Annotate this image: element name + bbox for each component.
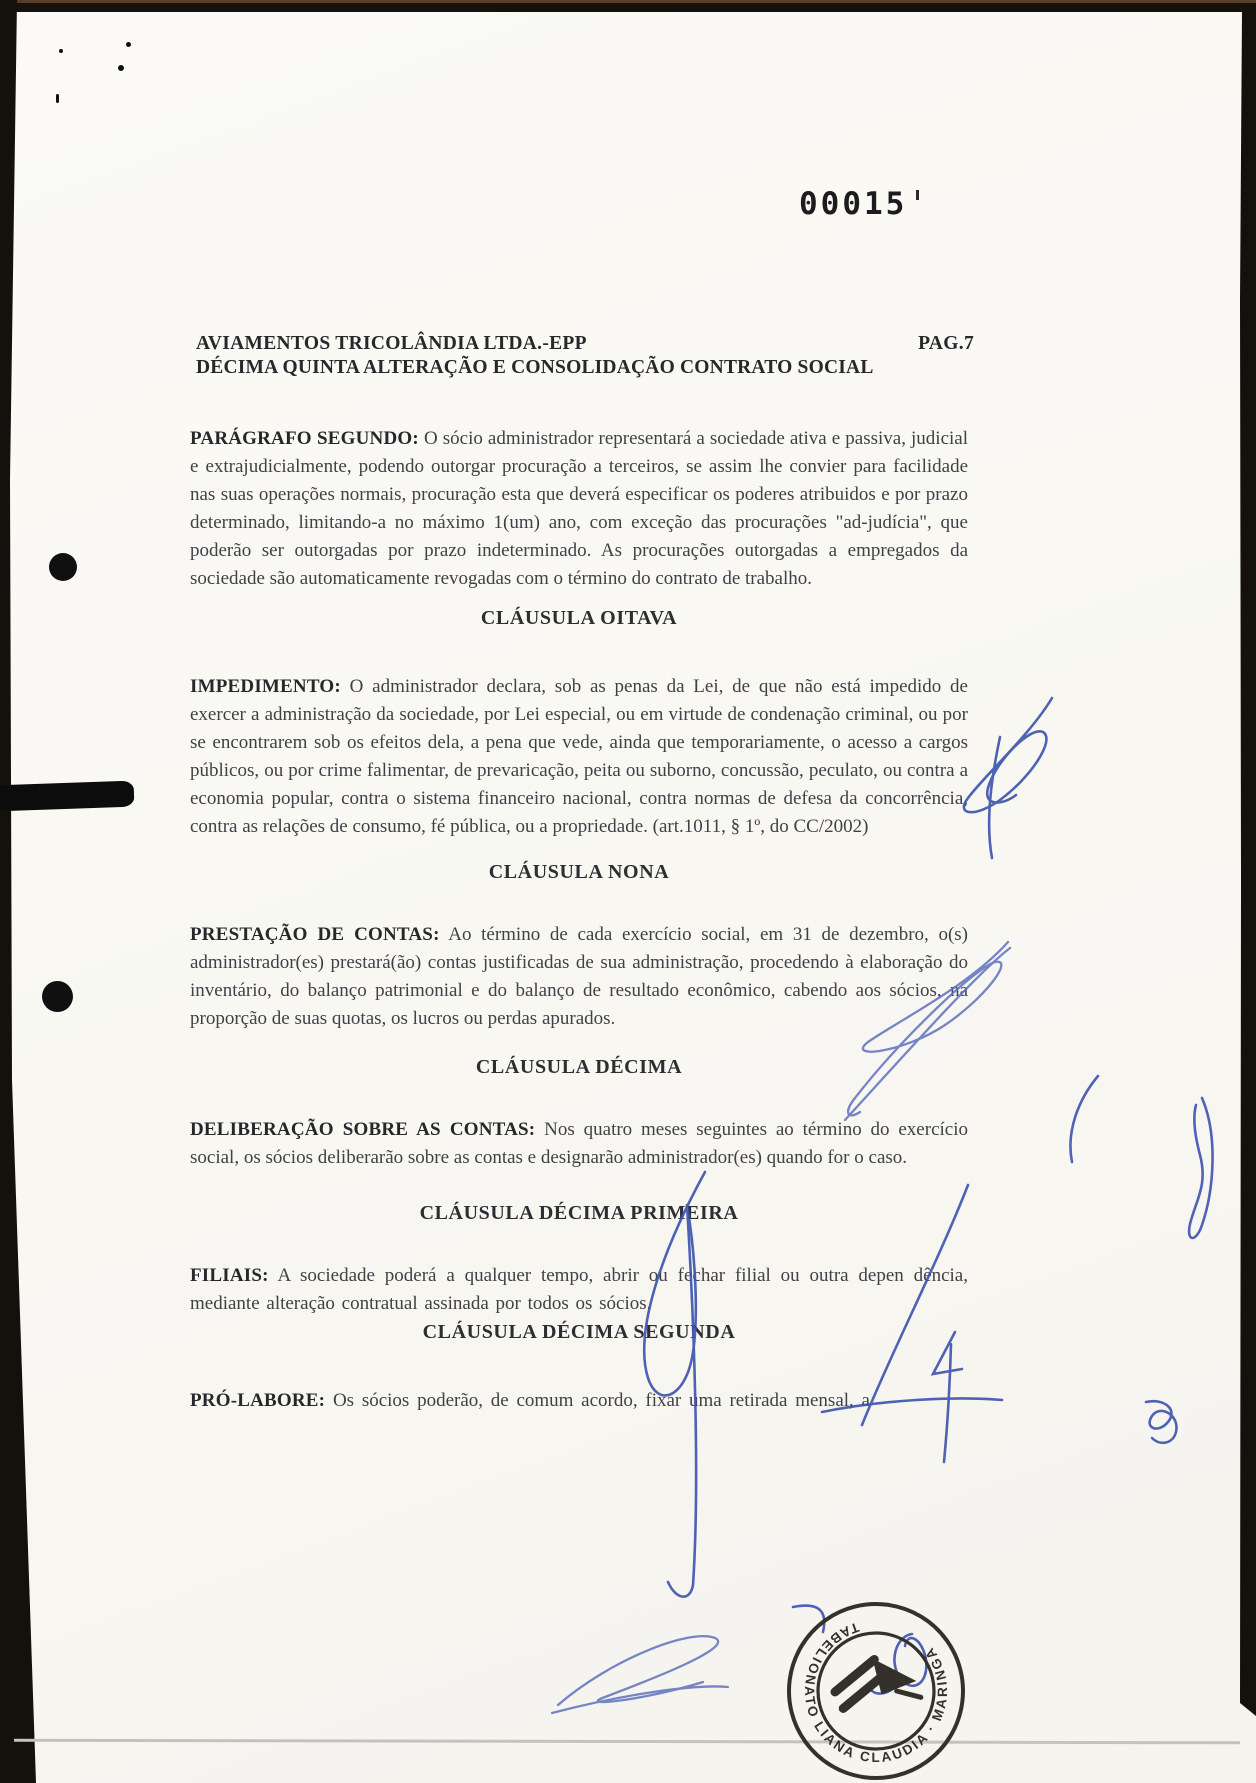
signature-stroke <box>1070 1076 1098 1162</box>
page-number-stamp: 00015 <box>799 186 908 222</box>
paragraph-lead: PRÓ-LABORE: <box>190 1390 326 1411</box>
signature-stroke <box>989 737 1000 858</box>
scan-edge-right <box>1240 10 1256 1716</box>
paragraph-lead: PARÁGRAFO SEGUNDO: <box>190 428 419 449</box>
ink-speck <box>59 49 63 53</box>
document-header <box>196 333 974 379</box>
clause-heading-decima: CLÁUSULA DÉCIMA <box>475 1056 683 1078</box>
signature-stroke <box>1146 1401 1177 1443</box>
paragraph-lead: DELIBERAÇÃO SOBRE AS CONTAS: <box>190 1119 536 1140</box>
document-subtitle: DÉCIMA QUINTA ALTERAÇÃO E CONSOLIDAÇÃO CONTRATO SOCIAL <box>196 357 874 378</box>
paragraph-body: Os sócios poderão, de comum acordo, fixar uma retirada mensal, a <box>325 1390 870 1411</box>
clause-heading-nona: CLÁUSULA NONA <box>488 861 670 883</box>
paragraph-body: Nos quatro meses seguintes ao término do exercício social, os sócios deliberarão sobre as contas e designarão administrador(es) quando for o caso. <box>190 1119 968 1168</box>
paragraph-body: Ao término de cada exercício social, em 31 de dezembro, o(s) administrador(es) prestará(ão) contas justificadas de sua administração, procedendo à elaboração do inventário, do balanço patrimonial e do balanço de resultado econômico, cabendo aos sócios, na proporção de suas quotas, os lucros ou perdas apurados. <box>190 924 968 1029</box>
signature-stroke <box>1189 1098 1212 1238</box>
ink-smudge <box>0 781 134 812</box>
paragraph-lead: PRESTAÇÃO DE CONTAS: <box>190 924 440 945</box>
paragraph-body: A sociedade poderá a qualquer tempo, abrir ou fechar filial ou outra depen dência, mediante alteração contratual assinada por todos os sócios. <box>190 1265 968 1314</box>
scan-edge-top <box>0 0 1256 12</box>
signature-stroke <box>558 1636 718 1705</box>
scan-bottom-line <box>14 1739 1240 1745</box>
punch-hole-top <box>49 553 77 581</box>
punch-hole-bottom <box>42 981 73 1012</box>
page-label: PAG.7 <box>918 333 974 354</box>
signature-stroke <box>964 698 1052 812</box>
ink-speck <box>118 65 124 71</box>
ink-speck <box>56 94 59 103</box>
paragraph-filiais <box>190 1262 968 1318</box>
scan-edge-left <box>0 0 36 1783</box>
paragraph-impedimento <box>190 673 968 841</box>
ink-speck <box>126 42 131 47</box>
paragraph-body: O administrador declara, sob as penas da Lei, de que não está impedido de exercer a administração da sociedade, por Lei especial, ou em virtude de condenação criminal, ou por se encontrarem sob os efeitos dela, a pena que vede, ainda que temporariamente, o acesso a cargos públicos, ou por crime falimentar, de prevaricação, peita ou suborno, concussão, peculato, ou contra a economia popular, contra o sistema financeiro nacional, contra normas de defesa da concorrência, contra as relações de consumo, fé pública, ou a propriedade. (art.1011, § 1º, do CC/2002) <box>190 676 968 837</box>
notary-stamp <box>758 1575 994 1783</box>
paragraph-lead: FILIAIS: <box>190 1265 269 1286</box>
signature-stroke <box>944 1344 951 1462</box>
notary-stamp-logo-icon <box>830 1651 921 1717</box>
paragraph-body: O sócio administrador representará a sociedade ativa e passiva, judicial e extrajudicialmente, podendo outorgar procuração a terceiros, se assim lhe convier para facilidade nas suas operações normais, procuração esta que deverá especificar os poderes atribuidos e por prazo determinado, limitando-a no máximo 1(um) ano, com exceção das procurações "ad-judícia", que poderão ser outorgadas por prazo indeterminado. As procurações outorgadas a empregados da sociedade são automaticamente revogadas com o término do contrato de trabalho. <box>190 428 968 589</box>
clause-heading-decima-segunda: CLÁUSULA DÉCIMA SEGUNDA <box>422 1321 736 1343</box>
paragraph-prestacao-de-contas <box>190 921 968 1033</box>
notary-stamp-ring-text: TABELIONATO LIANA CLAUDIA · MARINGÁ <box>801 1619 951 1766</box>
clause-heading-decima-primeira: CLÁUSULA DÉCIMA PRIMEIRA <box>419 1202 739 1224</box>
clause-heading-oitava: CLÁUSULA OITAVA <box>480 607 678 629</box>
paragraph-pro-labore <box>190 1387 870 1415</box>
company-name: AVIAMENTOS TRICOLÂNDIA LTDA.-EPP <box>196 333 587 354</box>
page-number-tick <box>916 190 919 200</box>
paragraph-paragrafo-segundo <box>190 425 968 593</box>
paragraph-deliberacao <box>190 1116 968 1172</box>
paragraph-lead: IMPEDIMENTO: <box>190 676 341 697</box>
signature-stroke <box>552 1686 728 1713</box>
